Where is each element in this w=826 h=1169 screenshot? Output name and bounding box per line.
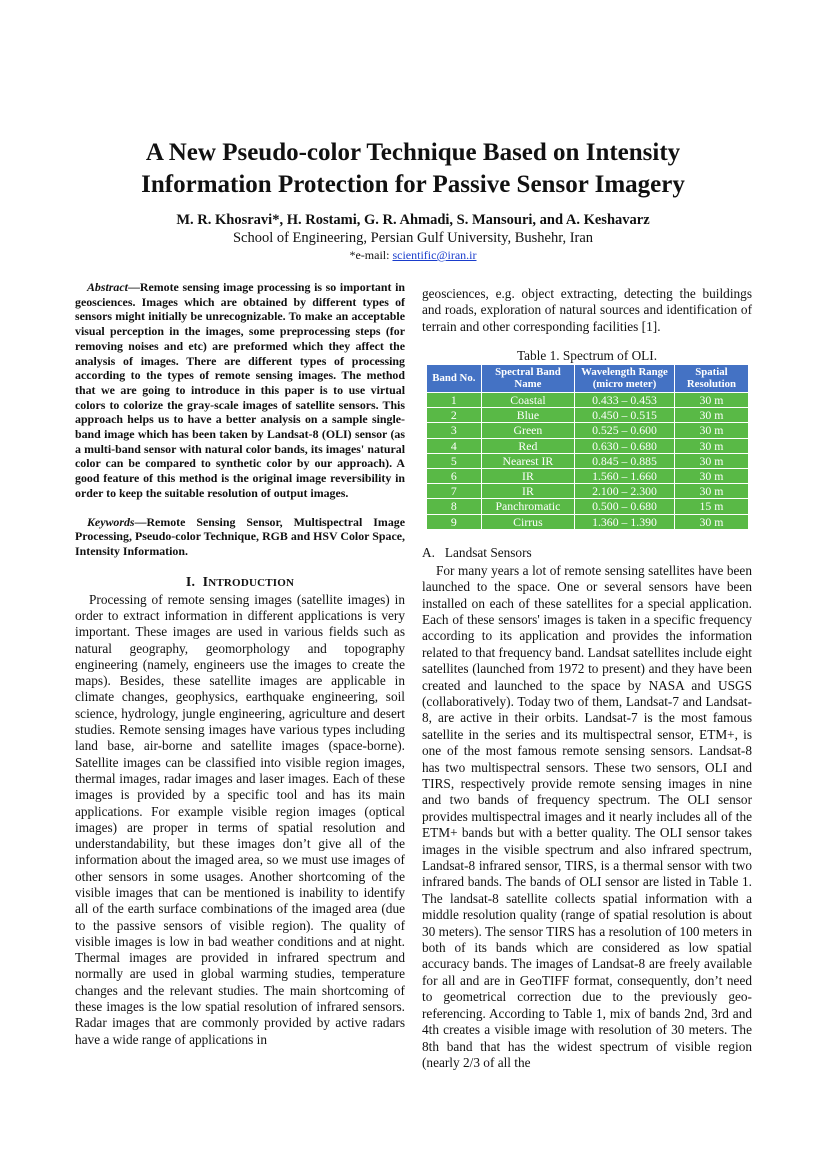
email-label: *e-mail: — [349, 248, 393, 262]
title-line-2: Information Protection for Passive Sensor Imagery — [141, 171, 685, 198]
cell-wavelength: 2.100 – 2.300 — [575, 484, 675, 499]
keywords-label: Keywords — [87, 514, 135, 529]
cell-name: Coastal — [481, 392, 574, 407]
landsat-body — [422, 563, 752, 1072]
header-resolution: Spatial Resolution — [674, 364, 748, 392]
cell-band: 1 — [427, 392, 482, 407]
right-column — [422, 286, 752, 1071]
table-row — [427, 453, 749, 468]
subsection-heading-landsat: A. Landsat Sensors — [422, 544, 532, 560]
introduction-continuation — [422, 286, 752, 335]
cell-wavelength: 0.845 – 0.885 — [575, 453, 675, 468]
header-spectral-band: Spectral Band Name — [481, 364, 574, 392]
keywords-dash: — — [134, 514, 147, 529]
section-title-rest: NTRODUCTION — [208, 576, 295, 589]
keywords-paragraph — [75, 515, 405, 559]
email-line — [60, 247, 766, 263]
cell-resolution: 30 m — [674, 514, 748, 529]
cell-resolution: 30 m — [674, 468, 748, 483]
section-number: I. — [185, 574, 196, 590]
introduction-body — [75, 592, 405, 1048]
landsat-paragraph: For many years a lot of remote sensing satellites have been launched to the space. One or several sensors have been installed on each of these satellites for a special application. Each of these sensors' images is taken in a specific frequency according to its application and provides the information related to that frequency band. Landsat satellites include eight satellites (launched from 1972 to present) and they have been created and launched to the space by NASA and USGS (collaboratively). Today two of them, Landsat-7 and Landsat-8, are active in their orbits. Landsat-7 is the most famous satellite in the series and its multispectral sensor, ETM+, is one of the most famous remote sensing sensors. Landsat-8 has two multispectral sensors. These two sensors, OLI and TIRS, respectively provide remote sensing images in nine and two bands of frequency spectrum. The OLI sensor provides multispectral images and it nearly includes all of the ETM+ bands but with a better quality. The OLI sensor takes images in the visible spectrum and also infrared spectrum, Landsat-8 infrared sensor, TIRS, is a thermal sensor with two infrared bands. The bands of OLI sensor are listed in Table 1. The landsat-8 satellite collects spatial information with a middle resolution quality (range of spatial resolution is about 30 meters). The sensor TIRS has a resolution of 100 meters in both of its bands which are considered as low spatial accuracy bands. The images of Landsat-8 are freely available for all and are in GeoTIFF format, consequently, don’t need to geometrical correction due to the previously geo-referencing. According to Table 1, mix of bands 2nd, 3rd and 4th creates a visible image with resolution of 30 meters. The 8th band that has the widest spectrum of visible region (nearly 2/3 of all the — [422, 562, 752, 1070]
introduction-continuation-text: geosciences, e.g. object extracting, detecting the buildings and roads, exploration of natural sources and identification of terrain and other corresponding facilities [1]. — [422, 286, 752, 334]
keywords-text: Remote Sensing Sensor, Multispectral Image Processing, Pseudo-color Technique, RGB and HSV Color Space, Intensity Information. — [75, 514, 405, 558]
table-row — [427, 484, 749, 499]
table-row — [427, 514, 749, 529]
abstract-label: Abstract — [87, 280, 128, 294]
table-row — [427, 499, 749, 514]
cell-name: Cirrus — [481, 514, 574, 529]
table-caption: Table 1. Spectrum of OLI. — [516, 347, 658, 363]
cell-name: Panchromatic — [481, 499, 574, 514]
cell-band: 9 — [427, 514, 482, 529]
section-heading-introduction — [75, 575, 405, 591]
cell-band: 7 — [427, 484, 482, 499]
table-row — [427, 468, 749, 483]
table-row — [427, 438, 749, 453]
cell-band: 4 — [427, 438, 482, 453]
cell-band: 8 — [427, 499, 482, 514]
cell-wavelength: 0.525 – 0.600 — [575, 423, 675, 438]
cell-wavelength: 0.450 – 0.515 — [575, 408, 675, 423]
cell-name: Nearest IR — [481, 453, 574, 468]
cell-name: Blue — [481, 408, 574, 423]
cell-resolution: 30 m — [674, 453, 748, 468]
cell-resolution: 30 m — [674, 392, 748, 407]
cell-wavelength: 1.560 – 1.660 — [575, 468, 675, 483]
cell-wavelength: 0.433 – 0.453 — [575, 392, 675, 407]
cell-wavelength: 0.500 – 0.680 — [575, 499, 675, 514]
cell-resolution: 30 m — [674, 423, 748, 438]
abstract-text: Remote sensing image processing is so important in geosciences. Images which are obtained by different types of sensors might initially be unrecognizable. To make an acceptable visual perception in the images, some preprocessing steps (for removing noises and etc) are preformed which they affect the analysis of images. There are different types of processing according to the types of remote sensing images. The method that we are going to introduce in this paper is to use virtual colors to colorize the gray-scale images of satellite sensors. This approach helps us to have a better analysis on a sample single-band image which has been taken by Landsat-8 (OLI) sensor (as a multi-band sensor with natural color bands, its images' natural color can be compared to synthetic color by our approach). A good feature of this method is the original image reversibility in order to keep the suitable resolution of output images. — [75, 280, 405, 500]
cell-resolution: 30 m — [674, 408, 748, 423]
affiliation: School of Engineering, Persian Gulf University, Bushehr, Iran — [232, 230, 594, 246]
table-row — [427, 392, 749, 407]
cell-band: 5 — [427, 453, 482, 468]
cell-name: IR — [481, 484, 574, 499]
authors: M. R. Khosravi*, H. Rostami, G. R. Ahmadi, S. Mansouri, and A. Keshavarz — [176, 212, 650, 228]
cell-resolution: 30 m — [674, 438, 748, 453]
table-header-row — [427, 364, 749, 392]
cell-wavelength: 0.630 – 0.680 — [575, 438, 675, 453]
cell-band: 2 — [427, 408, 482, 423]
paper-title — [60, 137, 766, 201]
oli-spectrum-table — [426, 364, 749, 530]
cell-name: IR — [481, 468, 574, 483]
section-title-first: I — [202, 574, 209, 590]
abstract-paragraph — [75, 280, 405, 501]
left-column — [75, 280, 405, 1048]
cell-wavelength: 1.360 – 1.390 — [575, 514, 675, 529]
header-wavelength: Wavelength Range (micro meter) — [575, 364, 675, 392]
abstract — [75, 280, 405, 559]
email-link[interactable]: scientific@iran.ir — [392, 248, 477, 262]
title-line-1: A New Pseudo-color Technique Based on Intensity — [145, 139, 681, 166]
cell-resolution: 15 m — [674, 499, 748, 514]
introduction-paragraph: Processing of remote sensing images (satellite images) in order to extract information in different applications is very important. These images are used in various fields such as natural geography, geomorphology and topography engineering (namely, engineers use the images to create the maps). Besides, these satellite images are applicable in climate changes, geophysics, earthquake engineering, soil science, hydrology, jungle engineering, agriculture and desert studies. Remote sensing images have various types including land base, air-borne and satellite images (space-borne). Satellite images can be classified into visible region images, thermal images, radar images and laser images. Each of these images is provided by a specific tool and has its main applications. For example visible region images (optical images) are proper in terms of spatial resolution and understandability, but these images don’t give all of the information about the imaged area, so we must use images of other sensors in some usages. Another shortcoming of the visible images that can be mentioned is inability to identify all of the earth surface combinations of the imaged area (due to the passive sensors of visible region). The quality of visible images is low in bad weather conditions and at night. Thermal images are provided in infrared spectrum and normally are used in global warming studies, temperature changes and the relevant studies. The main shortcoming of these images is the low spatial resolution of infrared sensors. Radar images that are commonly provided by active radars have a wide range of applications in — [75, 591, 405, 1047]
table-row — [427, 423, 749, 438]
cell-resolution: 30 m — [674, 484, 748, 499]
header-band-no: Band No. — [427, 364, 482, 392]
cell-band: 6 — [427, 468, 482, 483]
table-row — [427, 408, 749, 423]
cell-band: 3 — [427, 423, 482, 438]
cell-name: Red — [481, 438, 574, 453]
cell-name: Green — [481, 423, 574, 438]
abstract-dash: — — [127, 280, 140, 294]
